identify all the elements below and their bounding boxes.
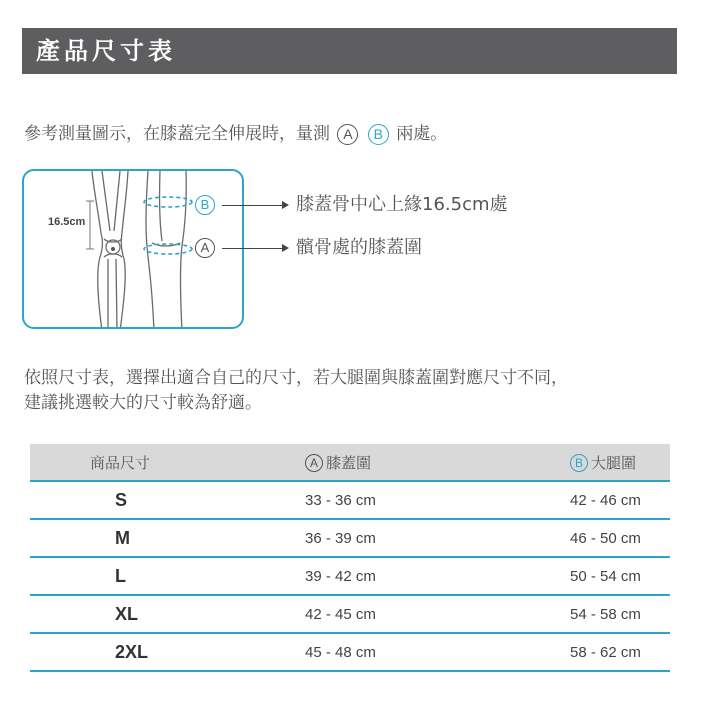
row-size: M: [30, 519, 265, 557]
row-size: 2XL: [30, 633, 265, 671]
table-row: [30, 557, 670, 595]
arrow-a-head: [282, 244, 289, 252]
advice-text: [24, 366, 684, 416]
row-thigh: 58 - 62 cm: [515, 633, 670, 671]
intro-suffix: 兩處。: [396, 124, 448, 144]
diagram-marker-a-icon: A: [195, 238, 215, 258]
marker-b-icon: B: [368, 124, 389, 145]
row-thigh: 42 - 46 cm: [515, 481, 670, 519]
callout-b: 膝蓋骨中心上緣16.5cm處: [296, 194, 508, 215]
row-size: S: [30, 481, 265, 519]
table-row: [30, 595, 670, 633]
header-size-label: 商品尺寸: [90, 453, 151, 472]
advice-line-2: 建議挑選較大的尺寸較為舒適。: [24, 393, 262, 413]
row-knee: 36 - 39 cm: [265, 519, 515, 557]
advice-line-1: 依照尺寸表，選擇出適合自己的尺寸，若大腿圍與膝蓋圍對應尺寸不同，: [24, 368, 568, 388]
arrow-b-head: [282, 201, 289, 209]
intro-text: [24, 122, 447, 146]
header-marker-b-icon: B: [570, 454, 588, 472]
table-row: [30, 481, 670, 519]
header-knee-label: 膝蓋圍: [326, 453, 372, 472]
size-table: [30, 444, 670, 672]
arrow-b: [222, 205, 282, 206]
dimension-label: 16.5cm: [48, 216, 86, 228]
row-size: XL: [30, 595, 265, 633]
table-row: [30, 519, 670, 557]
callout-a: 髕骨處的膝蓋圍: [296, 237, 422, 258]
row-thigh: 46 - 50 cm: [515, 519, 670, 557]
title-bar: [22, 28, 677, 74]
page-title: 產品尺寸表: [36, 37, 176, 65]
header-knee: [265, 444, 515, 481]
arrow-a: [222, 248, 282, 249]
row-knee: 45 - 48 cm: [265, 633, 515, 671]
header-thigh-label: 大腿圍: [591, 453, 637, 472]
row-size: L: [30, 557, 265, 595]
thigh-measure-ring: [144, 197, 192, 207]
header-marker-a-icon: A: [305, 454, 323, 472]
header-thigh: [515, 444, 670, 481]
row-thigh: 50 - 54 cm: [515, 557, 670, 595]
diagram-marker-b-icon: B: [195, 195, 215, 215]
table-row: [30, 633, 670, 671]
row-knee: 33 - 36 cm: [265, 481, 515, 519]
marker-a-icon: A: [337, 124, 358, 145]
row-knee: 39 - 42 cm: [265, 557, 515, 595]
table-header-row: [30, 444, 670, 481]
header-size: [30, 444, 265, 481]
row-knee: 42 - 45 cm: [265, 595, 515, 633]
intro-prefix: 參考測量圖示，在膝蓋完全伸展時，量測: [24, 124, 330, 144]
row-thigh: 54 - 58 cm: [515, 595, 670, 633]
